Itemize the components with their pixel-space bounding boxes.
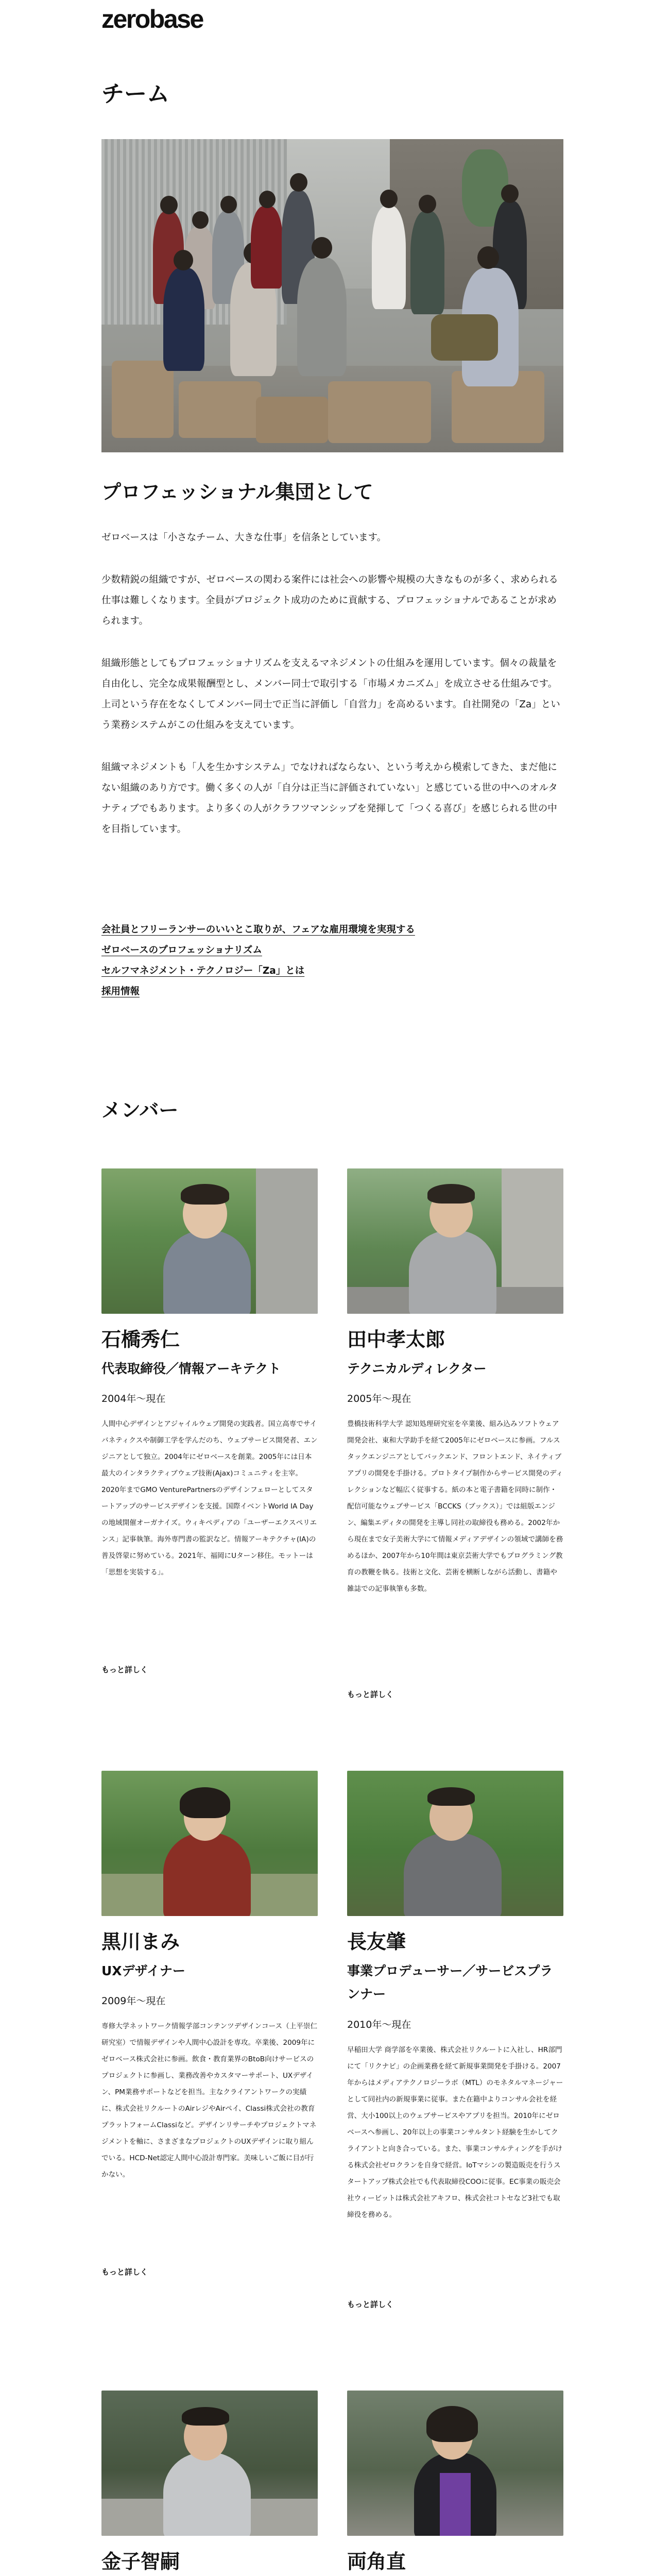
member-card — [347, 1168, 563, 1709]
member-since: 2010年〜現在 — [347, 2019, 411, 2030]
member-name: 金子智嗣 — [101, 2550, 180, 2573]
member-since: 2009年〜現在 — [101, 1995, 166, 2007]
member-photo — [101, 1771, 318, 1916]
member-card — [101, 2391, 318, 2576]
link-recruit[interactable]: 採用情報 — [101, 986, 140, 997]
member-bio: 早稲田大学 商学部を卒業後、株式会社リクルートに入社し、HR部門にて「リクナビ」の企画業務を経て新規事業開発を手掛ける。2007年からはメディアテクノロジーラボ（MTL）のモネタルマネージャーとして同社内の新規事業に従事。また在籍中よりコンサル会社を経営、大小100以上のウェブサービスやアプリを担当。2010年にゼロベースへ参画し、20年以上の事業コンサルタント経験を生かしてクライアントと向き合っている。また、事業コンサルティングを手がける株式会社ゼロクランを自身で経営。IoTマシンの製造販売を行うスタートアップ株式会社でも代表取締役COOに従事。EC事業の販売会社ウィービットは株式会社アキフロ、株式会社コトセなど3社でも取締役を務める。 — [347, 2046, 563, 2219]
member-bio: 人間中心デザインとアジャイルウェブ開発の実践者。国立高専でサイバネティクスや制御工学を学んだのち、ウェブサービス開発者、エンジニアとして独立。2004年にゼロベースを創業。2005年には日本最大のインタラクティブウェブ技術(Ajax)コミュニティを主宰。2020年までGMO VenturePartnersのデザインフェローとしてスタートアップのサービスデザインを支援。国際イベントWorld IA Day の地域開催オーガナイズ。ウィキペディアの「ユーザーエクスペリエンス」記事執筆。海外専門書の監訳など。情報アーキテクチャ(IA)の普及啓蒙に努めている。2021年、福岡にUターン移住。モットーは「思想を実装する」。 — [101, 1420, 318, 1577]
link-professionalism[interactable]: ゼロベースのプロフェッショナリズム — [101, 945, 262, 956]
member-name: 両角直 — [347, 2550, 406, 2573]
member-photo — [101, 1168, 318, 1314]
team-title: チーム — [101, 81, 169, 107]
member-card — [101, 1168, 318, 1684]
member-role: 事業プロデューサー／サービスプランナー — [347, 1963, 553, 2002]
member-more-link[interactable]: もっと詳しく — [101, 1665, 148, 1674]
member-more-link[interactable]: もっと詳しく — [347, 1690, 394, 1699]
member-name: 黒川まみ — [101, 1930, 180, 1953]
member-card — [347, 1771, 563, 2312]
intro-paragraph: ゼロベースは「小さなチーム、大きな仕事」を信条としています。 — [101, 532, 387, 543]
member-photo — [101, 2391, 318, 2536]
member-bio: 豊橋技術科学大学 認知処理研究室を卒業後、組み込みソフトウェア開発会社、東和大学助手を経て2005年にゼロベースに参画。フルスタックエンジニアとしてバックエンド、フロントエンド、ネイティブアプリの開発を手掛ける。プロトタイプ制作からサービス開発のディレクションなど幅広く従事する。紙の本と電子書籍を同時に制作・配信可能なウェブサービス「BCCKS（ブックス）」では組版エンジン、編集エディタの開発を主導し同社の取締役も務める。2002年から現在まで女子美術大学にて情報メディアデザインの領域で講師を務めるほか、2007年から10年間は東京芸術大学でもプログラミング教育の教鞭を執る。技術と文化、芸術を横断しながら活動し、書籍や雑誌での記事執筆も多数。 — [347, 1420, 563, 1593]
member-role: 代表取締役／情報アーキテクト — [101, 1361, 281, 1376]
team-group-photo — [101, 139, 563, 452]
members-title: メンバー — [101, 1099, 179, 1122]
zerobase-logo[interactable]: zerobase — [101, 5, 203, 33]
member-card — [347, 2391, 563, 2576]
link-fair-employment[interactable]: 会社員とフリーランサーのいいとこ取りが、フェアな雇用環境を実現する — [101, 924, 415, 935]
member-more-link[interactable]: もっと詳しく — [101, 2267, 148, 2277]
professional-title: プロフェッショナル集団として — [101, 481, 373, 503]
member-since: 2005年〜現在 — [347, 1393, 411, 1404]
member-name: 田中孝太郎 — [347, 1328, 445, 1351]
professional-intro — [101, 528, 563, 861]
link-za-technology[interactable]: セルフマネジメント・テクノロジー「Za」とは — [101, 965, 305, 976]
member-more-link[interactable]: もっと詳しく — [347, 2300, 394, 2309]
member-photo — [347, 1771, 563, 1916]
related-links — [101, 920, 563, 1002]
member-photo — [347, 1168, 563, 1314]
member-name: 石橋秀仁 — [101, 1328, 180, 1351]
intro-paragraph: 組織形態としてもプロフェッショナリズムを支えるマネジメントの仕組みを運用しています。個々の裁量を自由化し、完全な成果報酬型とし、メンバー同士で取引する「市場メカニズム」を成立させる仕組みです。上司という存在をなくしてメンバー同士で正当に評価し「自営力」を高めるいます。自社開発の「Za」という業務システムがこの仕組みを支えています。 — [101, 658, 560, 731]
member-photo — [347, 2391, 563, 2536]
member-card — [101, 1771, 318, 2286]
member-name: 長友肇 — [347, 1930, 406, 1953]
member-bio: 専修大学ネットワーク情報学部コンテンツデザインコース（上平崇仁研究室）で情報デザインや人間中心設計を専攻。卒業後、2009年にゼロベース株式会社に参画。飲食・教育業界のBtoB向けサービスのプロジェクトに参画し、業務改善やカスタマーサポート、UXデザイン、PM業務サポートなどを担当。主なクライアントワークの実績に、株式会社リクルートのAirレジやAirペイ、Classi株式会社の教育プラットフォームClassiなど。デザインリサーチやプロジェクトマネジメントを軸に、さまざまなプロジェクトのUXデザインに取り組んでいる。HCD-Net認定人間中心設計専門家。美味しいご飯に目が行かない。 — [101, 2022, 318, 2179]
member-since: 2004年〜現在 — [101, 1393, 166, 1404]
intro-paragraph: 組織マネジメントも「人を生かすシステム」でなければならない、という考えから模索してきた、まだ他にない組織のあり方です。働く多くの人が「自分は正当に評価されていない」と感じている世の中へのオルタナティブでもあります。より多くの人がクラフツマンシップを発揮して「つくる喜び」を感じられる世の中を目指しています。 — [101, 762, 558, 835]
member-role: テクニカルディレクター — [347, 1361, 487, 1376]
member-role: UXデザイナー — [101, 1963, 185, 1978]
intro-paragraph: 少数精鋭の組織ですが、ゼロベースの関わる案件には社会への影響や規模の大きなものが多く、求められる仕事は難しくなります。全員がプロジェクト成功のために貢献する、プロフェッショナルであることが求められます。 — [101, 574, 558, 626]
